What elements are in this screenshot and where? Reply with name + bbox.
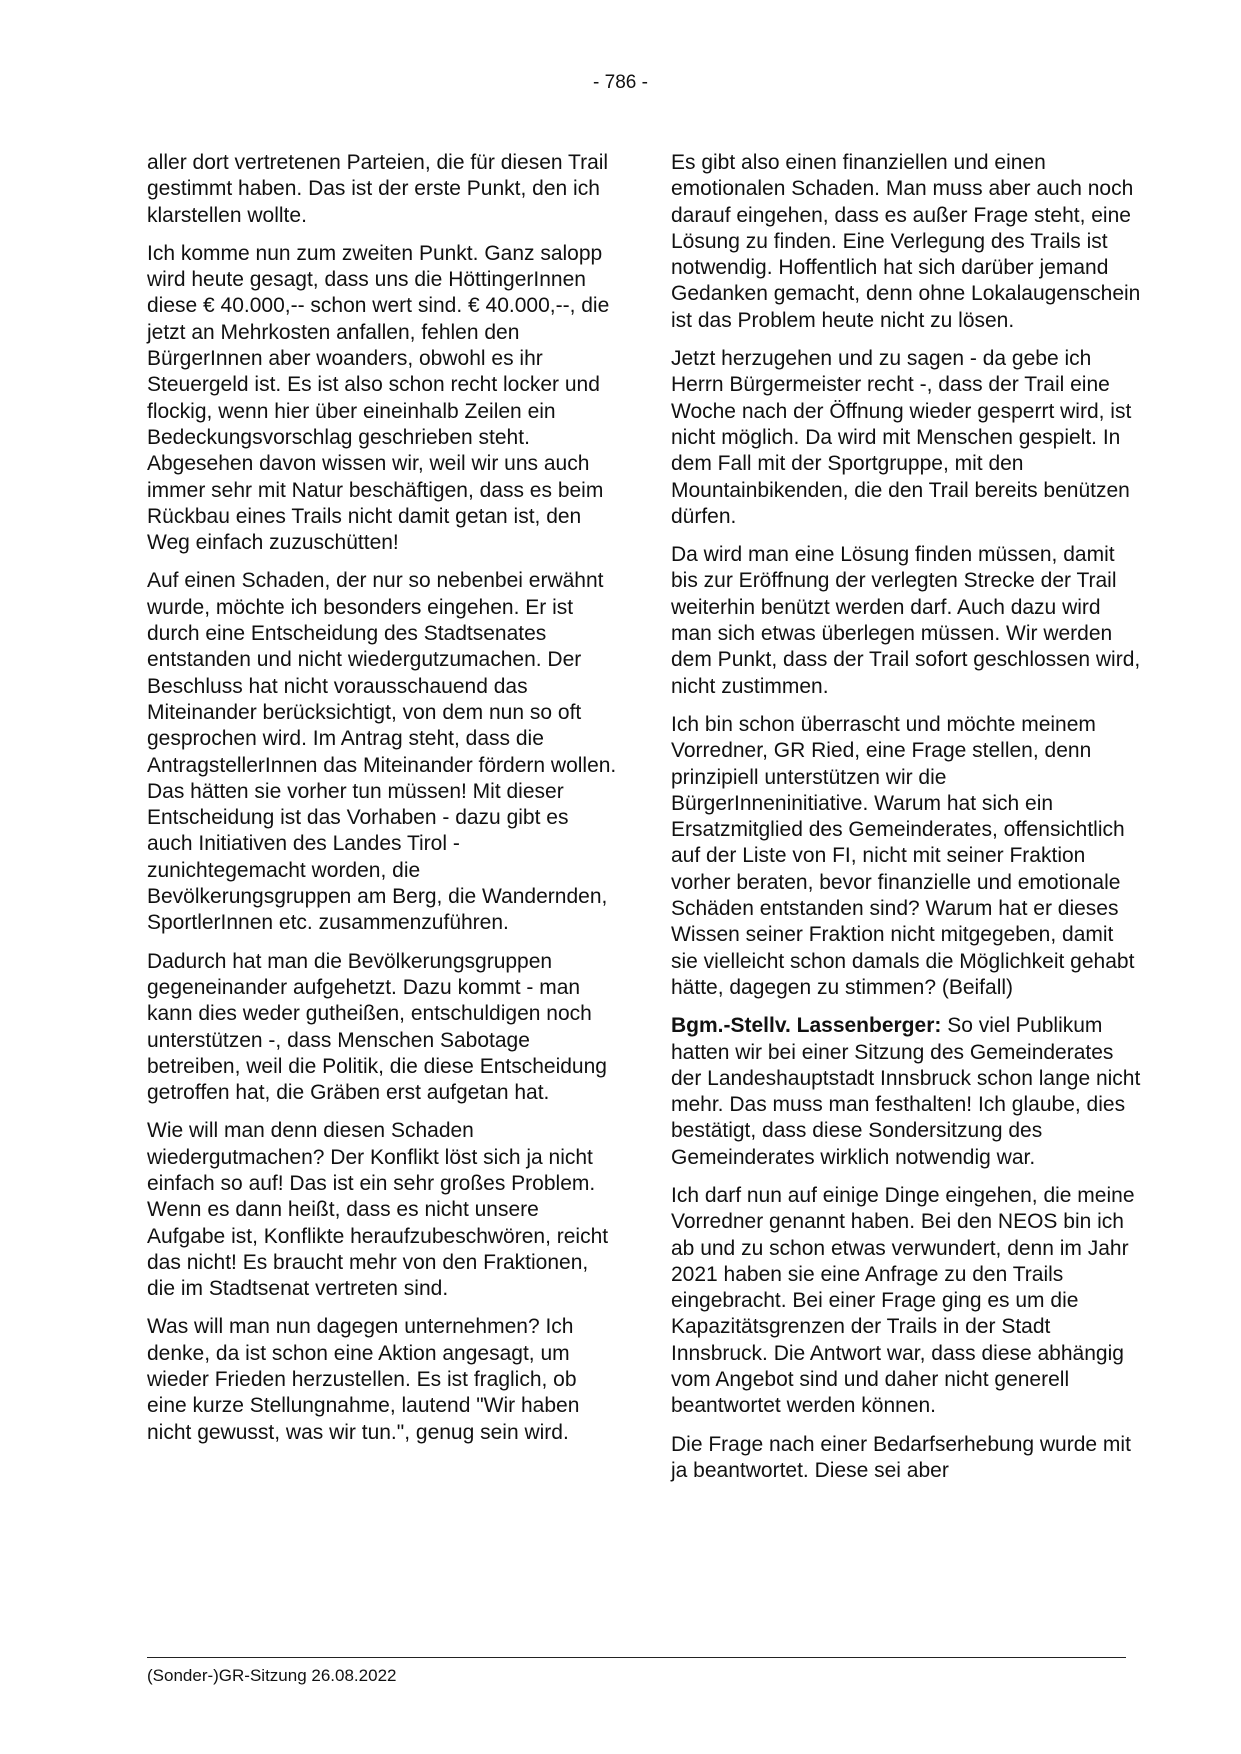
paragraph: aller dort vertretenen Parteien, die für diesen Trail gestimmt haben. Das ist der erste Punkt, den ich klarstellen wollte. [147, 151, 609, 227]
paragraph: Dadurch hat man die Bevölkerungsgruppen gegeneinander aufgehetzt. Dazu kommt - man kann dies weder gutheißen, entschuldigen noch unterstützen -, dass Menschen Sabotage betreiben, weil die Politik, die diese Entscheidung getroffen hat, die Gräben erst aufgetan hat. [147, 949, 607, 1105]
paragraph: Ich bin schon überrascht und möchte meinem Vorredner, GR Ried, eine Frage stellen, denn prinzipiell unterstützen wir die BürgerInneninitiative. Warum hat sich ein Ersatzmitglied des Gemeinderates, offensichtlich auf der Liste von FI, nicht mit seiner Fraktion vorher beraten, bevor finanzielle und emotionale Schäden entstanden sind? Warum hat er dieses Wissen seiner Fraktion nicht mitgegeben, damit sie vielleicht schon damals die Möglichkeit gehabt hätte, dagegen zu stimmen? (Beifall) [671, 712, 1135, 999]
speaker-paragraph [671, 1013, 1141, 1171]
paragraph: Wie will man denn diesen Schaden wiedergutmachen? Der Konflikt löst sich ja nicht einfach so auf! Das ist ein sehr großes Problem. Wenn es dann heißt, dass es nicht unsere Aufgabe ist, Konflikte heraufzubeschwören, reicht das nicht! Es braucht mehr von den Fraktionen, die im Stadtsenat vertreten sind. [147, 1119, 609, 1301]
footer-session-info: (Sonder-)GR-Sitzung 26.08.2022 [147, 1666, 397, 1685]
paragraph: Ich darf nun auf einige Dinge eingehen, die meine Vorredner genannt haben. Bei den NEOS bin ich ab und zu schon etwas verwundert, denn im Jahr 2021 haben sie eine Anfrage zu den Trails eingebracht. Bei einer Frage ging es um die Kapazitätsgrenzen der Trails in der Stadt Innsbruck. Die Antwort war, dass diese abhängig vom Angebot sind und daher nicht generell beantwortet werden können. [671, 1183, 1135, 1418]
paragraph: Auf einen Schaden, der nur so nebenbei erwähnt wurde, möchte ich besonders eingehen. Er ist durch eine Entscheidung des Stadtsenates entstanden und nicht wiedergutzumachen. Der Beschluss hat nicht vorausschauend das Miteinander berücksichtigt, von dem nun so oft gesprochen wird. Im Antrag steht, dass die AntragstellerInnen das Miteinander fördern wollen. Das hätten sie vorher tun müssen! Mit dieser Entscheidung ist das Vorhaben - dazu gibt es auch Initiativen des Landes Tirol - zunichtegemacht worden, die Bevölkerungsgruppen am Berg, die Wandernden, SportlerInnen etc. zusammenzuführen. [147, 569, 617, 935]
paragraph: Da wird man eine Lösung finden müssen, damit bis zur Eröffnung der verlegten Strecke der Trail weiterhin benützt werden darf. Auch dazu wird man sich etwas überlegen müssen. Wir werden dem Punkt, dass der Trail sofort geschlossen wird, nicht zustimmen. [671, 543, 1141, 698]
speaker-name: Bgm.-Stellv. Lassenberger: [671, 1014, 942, 1038]
footer-divider [147, 1657, 1126, 1658]
paragraph: Es gibt also einen finanziellen und einen emotionalen Schaden. Man muss aber auch noch darauf eingehen, dass es außer Frage steht, eine Lösung zu finden. Eine Verlegung des Trails ist notwendig. Hoffentlich hat sich darüber jemand Gedanken gemacht, denn ohne Lokalaugenschein ist das Problem heute nicht zu lösen. [671, 151, 1141, 332]
right-column [671, 150, 1141, 1496]
paragraph: Was will man nun dagegen unternehmen? Ich denke, da ist schon eine Aktion angesagt, um wieder Frieden herzustellen. Es ist fraglich, ob eine kurze Stellungnahme, lautend "Wir haben nicht gewusst, was wir tun.", genug sein wird. [147, 1315, 580, 1444]
page-number: - 786 - [593, 72, 648, 93]
left-column [147, 150, 617, 1458]
paragraph: Jetzt herzugehen und zu sagen - da gebe ich Herrn Bürgermeister recht -, dass der Trail eine Woche nach der Öffnung wieder gesperrt wird, ist nicht möglich. Da wird mit Menschen gespielt. In dem Fall mit der Sportgruppe, mit den Mountainbikenden, die den Trail bereits benützen dürfen. [671, 347, 1132, 528]
paragraph: Ich komme nun zum zweiten Punkt. Ganz salopp wird heute gesagt, dass uns die HöttingerInnen diese € 40.000,-- schon wert sind. € 40.000,--, die jetzt an Mehrkosten anfallen, fehlen den BürgerInnen aber woanders, obwohl es ihr Steuergeld ist. Es ist also schon recht locker und flockig, wenn hier über eineinhalb Zeilen ein Bedeckungsvorschlag geschrieben steht. Abgesehen davon wissen wir, weil wir uns auch immer sehr mit Natur beschäftigen, dass es beim Rückbau eines Trails nicht damit getan ist, den Weg einfach zuzuschütten! [147, 241, 610, 555]
paragraph: Die Frage nach einer Bedarfserhebung wurde mit ja beantwortet. Diese sei aber [671, 1432, 1131, 1482]
speech-text: So viel Publikum hatten wir bei einer Sitzung des Gemeinderates der Landeshauptstadt Innsbruck schon lange nicht mehr. Das muss man festhalten! Ich glaube, dies bestätigt, dass diese Sondersitzung des Gemeinderates wirklich notwendig war. [671, 1014, 1141, 1169]
